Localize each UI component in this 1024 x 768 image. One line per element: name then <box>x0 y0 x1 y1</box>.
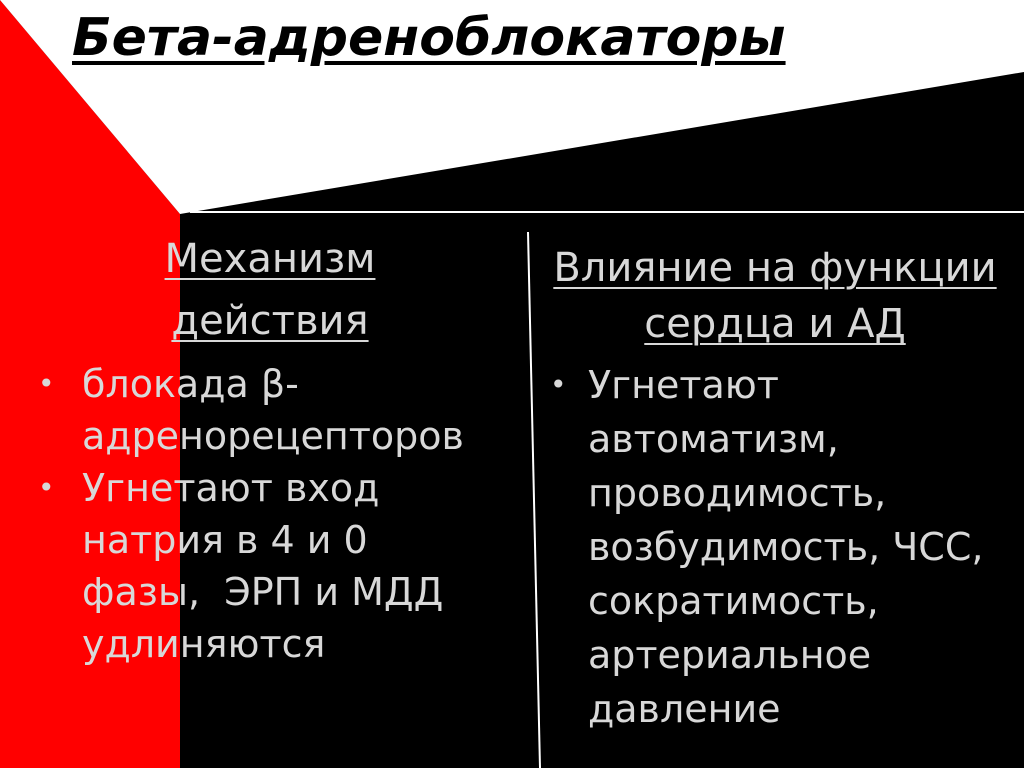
mechanism-list <box>24 358 504 670</box>
right-heading-line-2: сердца и АД <box>644 301 906 347</box>
left-column-heading <box>150 228 390 352</box>
slide-title: Бета-адреноблокаторы <box>72 8 786 68</box>
list-item: • блокада β- адренорецепторов <box>24 358 504 462</box>
bullet-icon: • <box>38 471 55 504</box>
left-heading-line-2: действия <box>171 298 369 344</box>
bullet-icon: • <box>38 367 55 400</box>
list-item: • Угнетают вход натрия в 4 и 0 фазы, ЭРП и МДД удлиняются <box>24 462 504 670</box>
effects-list <box>540 358 1020 736</box>
list-item: • Угнетают автоматизм, проводимость, возбудимость, ЧСС, сократимость, артериальное давление <box>540 358 1020 736</box>
bullet-icon: • <box>550 368 567 401</box>
left-heading-line-1: Механизм <box>164 236 376 282</box>
right-heading-line-1: Влияние на функции <box>553 245 997 291</box>
right-column-heading <box>540 240 1010 352</box>
